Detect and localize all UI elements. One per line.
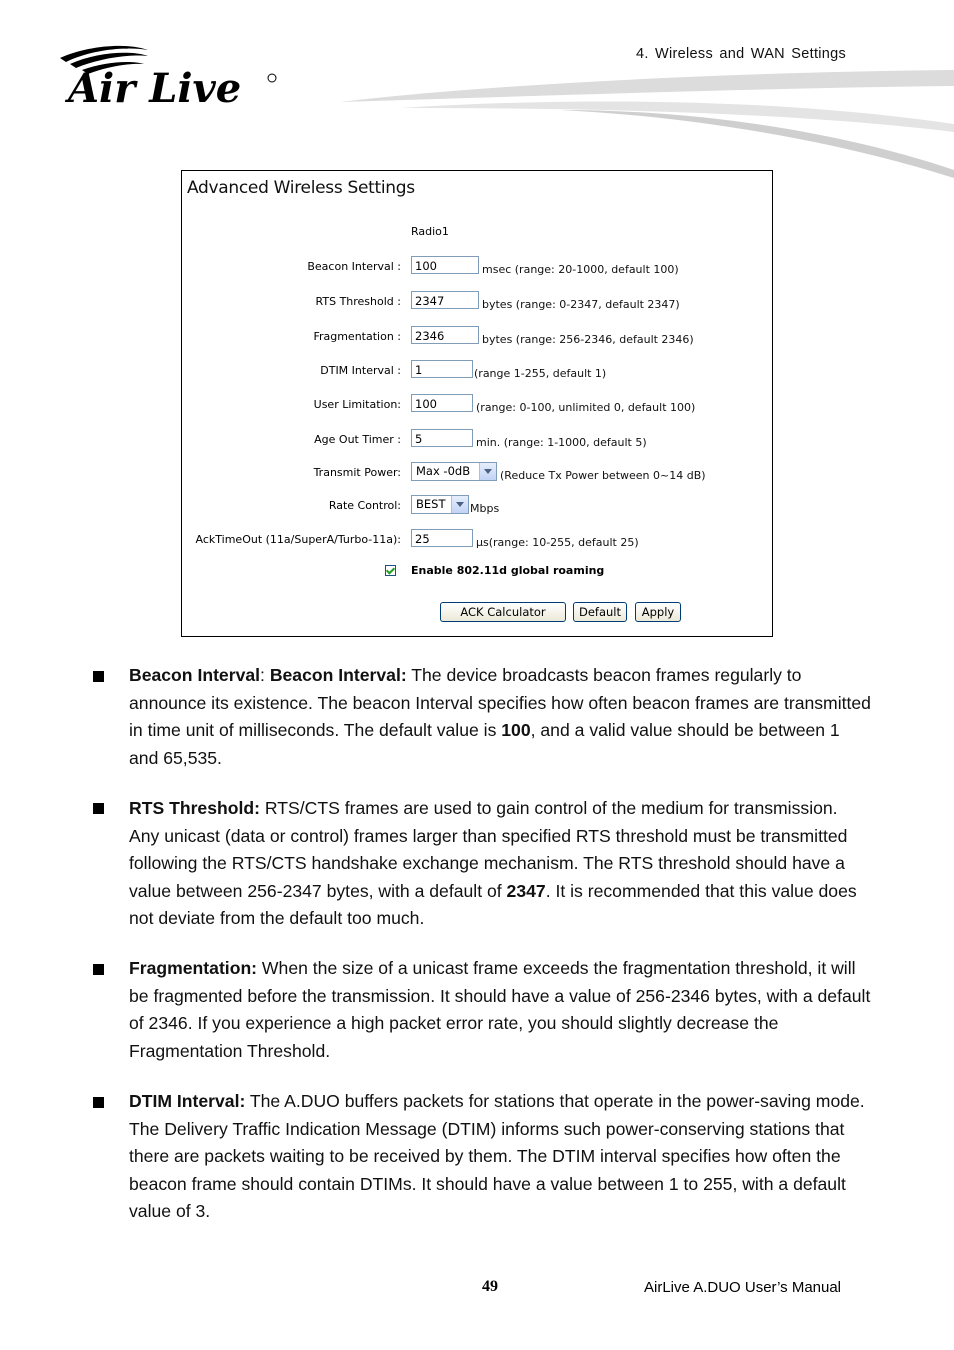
rate-control-hint: Mbps bbox=[470, 502, 500, 515]
transmit-power-label: Transmit Power: bbox=[313, 466, 401, 479]
fragmentation-hint: bytes (range: 256-2346, default 2346) bbox=[482, 333, 694, 346]
paragraph-text: When the size of a unicast frame exceeds the fragmentation threshold, it will be fragmented before the transmission. It should have a value of 256-2346 bytes, with a default of 2346. If you experience a high packet error rate, you should slightly decrease the Fragmentation Threshold. bbox=[129, 958, 871, 1061]
ack-timeout-row bbox=[182, 529, 772, 551]
age-out-timer-label: Age Out Timer : bbox=[314, 433, 401, 446]
fragmentation-input[interactable]: 2346 bbox=[411, 326, 479, 344]
age-out-timer-hint: min. (range: 1-1000, default 5) bbox=[476, 436, 647, 449]
dtim-interval-paragraph bbox=[129, 1088, 871, 1226]
user-limitation-label: User Limitation: bbox=[313, 398, 401, 411]
age-out-timer-row bbox=[182, 429, 772, 451]
user-limitation-hint: (range: 0-100, unlimited 0, default 100) bbox=[476, 401, 696, 414]
rts-threshold-row bbox=[182, 291, 772, 313]
dtim-interval-hint: (range 1-255, default 1) bbox=[474, 367, 607, 380]
paragraph-text: , and a valid value should be between 1 and 65,535. bbox=[129, 720, 840, 768]
paragraph-text: The device broadcasts beacon frames regularly to announce its existence. The beacon Interval specifies how often beacon frames are transmitted in time unit of milliseconds. The default value is bbox=[129, 665, 871, 741]
rts-threshold-paragraph bbox=[129, 795, 871, 933]
beacon-interval-row bbox=[182, 256, 772, 278]
page-number: 49 bbox=[482, 1278, 498, 1295]
bullet-icon bbox=[93, 671, 104, 682]
chevron-down-icon[interactable] bbox=[451, 496, 468, 513]
chevron-down-icon[interactable] bbox=[479, 463, 496, 480]
manual-title: AirLive A.DUO User’s Manual bbox=[644, 1279, 842, 1296]
beacon-interval-label: Beacon Interval : bbox=[307, 260, 401, 273]
ack-timeout-hint: µs(range: 10-255, default 25) bbox=[476, 536, 639, 549]
ack-timeout-label: AckTimeOut (11a/SuperA/Turbo-11a): bbox=[195, 533, 401, 546]
default-button[interactable]: Default bbox=[573, 602, 627, 622]
ack-calculator-button[interactable]: ACK Calculator bbox=[440, 602, 566, 622]
rate-control-select[interactable] bbox=[411, 495, 469, 514]
default-value: 2347 bbox=[506, 880, 546, 901]
transmit-power-select[interactable] bbox=[411, 462, 497, 481]
header-swoosh bbox=[340, 66, 954, 186]
rts-threshold-hint: bytes (range: 0-2347, default 2347) bbox=[482, 298, 680, 311]
default-value: 100 bbox=[501, 720, 531, 741]
rate-control-label: Rate Control: bbox=[328, 499, 401, 512]
bullet-icon bbox=[93, 964, 104, 975]
global-roaming-checkbox[interactable] bbox=[385, 565, 396, 576]
global-roaming-label: Enable 802.11d global roaming bbox=[411, 564, 605, 577]
term-heading: RTS Threshold: bbox=[129, 798, 260, 818]
dtim-interval-label: DTIM Interval : bbox=[320, 364, 401, 377]
beacon-interval-input[interactable]: 100 bbox=[411, 256, 479, 274]
panel-title: Advanced Wireless Settings bbox=[187, 178, 415, 198]
fragmentation-paragraph bbox=[129, 955, 871, 1065]
paragraph-text: The A.DUO buffers packets for stations that operate in the power-saving mode. The Delivery Traffic Indication Message (DTIM) informs such power-conserving stations that there are packets waiting to be received by them. The DTIM interval specifies how often the beacon frame should contain DTIMs. It should have a value between 1 to 255, with a default value of 3. bbox=[129, 1091, 865, 1222]
advanced-wireless-settings-panel bbox=[181, 170, 773, 637]
radio-label: Radio1 bbox=[411, 225, 449, 238]
bullet-icon bbox=[93, 803, 104, 814]
age-out-timer-input[interactable]: 5 bbox=[411, 429, 473, 447]
term-heading: Beacon Interval: bbox=[269, 665, 407, 685]
paragraph-text: . It is recommended that this value does not deviate from the default too much. bbox=[129, 880, 857, 929]
separator: : bbox=[260, 665, 270, 685]
rts-threshold-input[interactable]: 2347 bbox=[411, 291, 479, 309]
user-limitation-row bbox=[182, 394, 772, 416]
paragraph-text: RTS/CTS frames are used to gain control of the medium for transmission. Any unicast (data or control) frames larger than specified RTS threshold must be transmitted following the RTS/CTS handshake exchange mechanism. The RTS threshold should have a value between 256-2347 bytes, with a default of bbox=[129, 798, 848, 901]
rate-control-row bbox=[182, 495, 772, 517]
svg-text:Air Live: Air Live bbox=[68, 65, 242, 110]
rate-control-value: BEST bbox=[416, 497, 446, 511]
airlive-logo bbox=[56, 40, 286, 110]
user-limitation-input[interactable]: 100 bbox=[411, 394, 473, 412]
beacon-interval-hint: msec (range: 20-1000, default 100) bbox=[482, 263, 679, 276]
transmit-power-hint: (Reduce Tx Power between 0~14 dB) bbox=[500, 469, 706, 482]
dtim-interval-row bbox=[182, 360, 772, 382]
term-heading: Fragmentation: bbox=[129, 958, 258, 978]
bullet-icon bbox=[93, 1097, 104, 1108]
term-heading: DTIM Interval: bbox=[129, 1091, 246, 1111]
fragmentation-row bbox=[182, 326, 772, 348]
ack-timeout-input[interactable]: 25 bbox=[411, 529, 473, 547]
beacon-interval-paragraph bbox=[129, 662, 871, 772]
fragmentation-label: Fragmentation : bbox=[313, 330, 401, 343]
transmit-power-value: Max -0dB bbox=[416, 464, 471, 478]
section-title: 4. Wireless and WAN Settings bbox=[636, 46, 847, 62]
dtim-interval-input[interactable]: 1 bbox=[411, 360, 473, 378]
apply-button[interactable]: Apply bbox=[635, 602, 681, 622]
rts-threshold-label: RTS Threshold : bbox=[315, 295, 401, 308]
term-heading: Beacon Interval bbox=[129, 665, 261, 685]
transmit-power-row bbox=[182, 462, 772, 484]
